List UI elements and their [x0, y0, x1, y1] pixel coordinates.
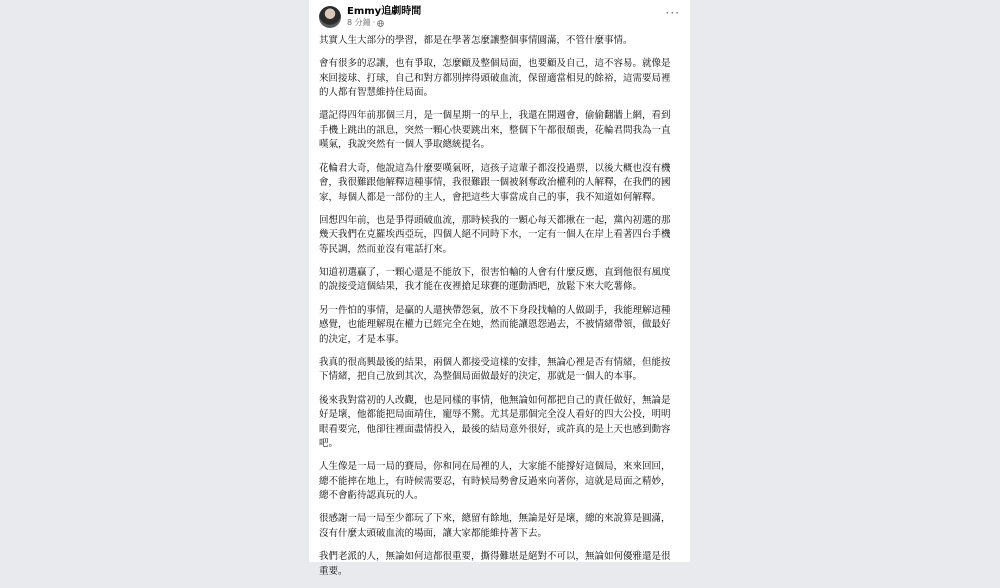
more-options-icon[interactable]: ···: [665, 6, 680, 20]
post-paragraph: 花輪君大奇，他說這為什麼要嘆氣呀，這孩子這輩子都沒投過票，以後大概也沒有機會，我很難跟他解釋這種事情，我很難跟一個被剝奪政治權利的人解釋，在我們的國家，每個人都是一部份的主人，會把這些大事當成自己的事，我不知道如何解釋。: [319, 162, 671, 203]
post-paragraph: 另一件怕的事情，是贏的人還挾帶怨氣，放不下身段找輸的人做副手，我能理解這種感覺，也能理解現在權力已經完全在她，然而能讓恩怨過去，不被情緒帶領，做最好的決定，才是本事。: [319, 304, 671, 345]
post-meta: [347, 7, 421, 28]
post-paragraph: 人生像是一局一局的賽局，你和同在局裡的人，大家能不能撐好這個局，來來回回，總不能摔在地上，有時候需要忍，有時候局勢會反過來向著你，這就是局面之精妙，總不會虧待認真玩的人。: [319, 461, 671, 502]
post-paragraph: 我真的很高興最後的結果，兩個人都接受這樣的安排，無論心裡是否有情緒，但能按下情緒，把自己放到其次，為整個局面做最好的決定，那就是一個人的本事。: [319, 356, 671, 383]
globe-icon[interactable]: [377, 20, 384, 27]
post-paragraph: 知道初選贏了，一顆心還是不能放下，很害怕輸的人會有什麼反應，直到他很有風度的說接受這個結果，我才能在夜裡搶足球賽的運動酒吧，放鬆下來大吃薯條。: [319, 266, 671, 293]
post-paragraph: 回想四年前，也是爭得頭破血流，那時候我的一顆心每天都揪在一起，黨內初選的那幾天我們在克羅埃西亞玩，四個人絕不同時下水，一定有一個人在岸上看著四台手機等民調，然而並沒有電話打來。: [319, 214, 671, 255]
post-paragraph: 還記得四年前那個三月，是一個星期一的早上，我還在開週會，偷偷翻牆上網，看到手機上跳出的訊息，突然一顆心快要跳出來，整個下午都很頹喪，花輪君問我為一直嘆氣，我說突然有一個人爭取總統提名。: [319, 110, 671, 151]
post-timestamp[interactable]: 8 分鐘: [347, 18, 371, 28]
post-paragraph: 後來我對當初的人改觀，也是同樣的事情，他無論如何都把自己的責任做好，無論是好是壞，他都能把局面靖住，寵辱不驚。尤其是那個完全沒人看好的四大公投，明明眼看要完，他卻往裡面盡情投入，最後的結局意外很好，或許真的是上天也感到動容吧。: [319, 394, 671, 449]
post-header: [319, 2, 421, 32]
author-avatar[interactable]: [319, 6, 341, 28]
post-paragraph: 我們老派的人，無論如何這都很重要，撕得難堪是絕對不可以，無論如何優雅還是很重要。: [319, 551, 671, 577]
post-card: [309, 0, 690, 577]
meta-separator: ·: [372, 18, 376, 28]
post-paragraph: 很感謝一局一局至少都玩了下來，總留有餘地，無論是好是壞，總的來說算是圓滿，沒有什麼太頭破血流的場面，讓大家都能維持著下去。: [319, 513, 671, 539]
post-body: [319, 34, 679, 588]
author-name[interactable]: Emmy追劇時間: [347, 5, 422, 17]
post-paragraph: 會有很多的忍讓，也有爭取，怎麼顧及整個局面，也要顧及自己，這不容易。就像是來回接球、打球，自己和對方都別摔得頭破血流，保留適當相見的餘裕，這需要局裡的人都有智慧維持住局面。: [319, 58, 671, 99]
post-subline: [347, 19, 421, 27]
post-paragraph: 其實人生大部分的學習，都是在學著怎麼讓整個事情圓滿，不管什麼事情。: [319, 35, 633, 46]
